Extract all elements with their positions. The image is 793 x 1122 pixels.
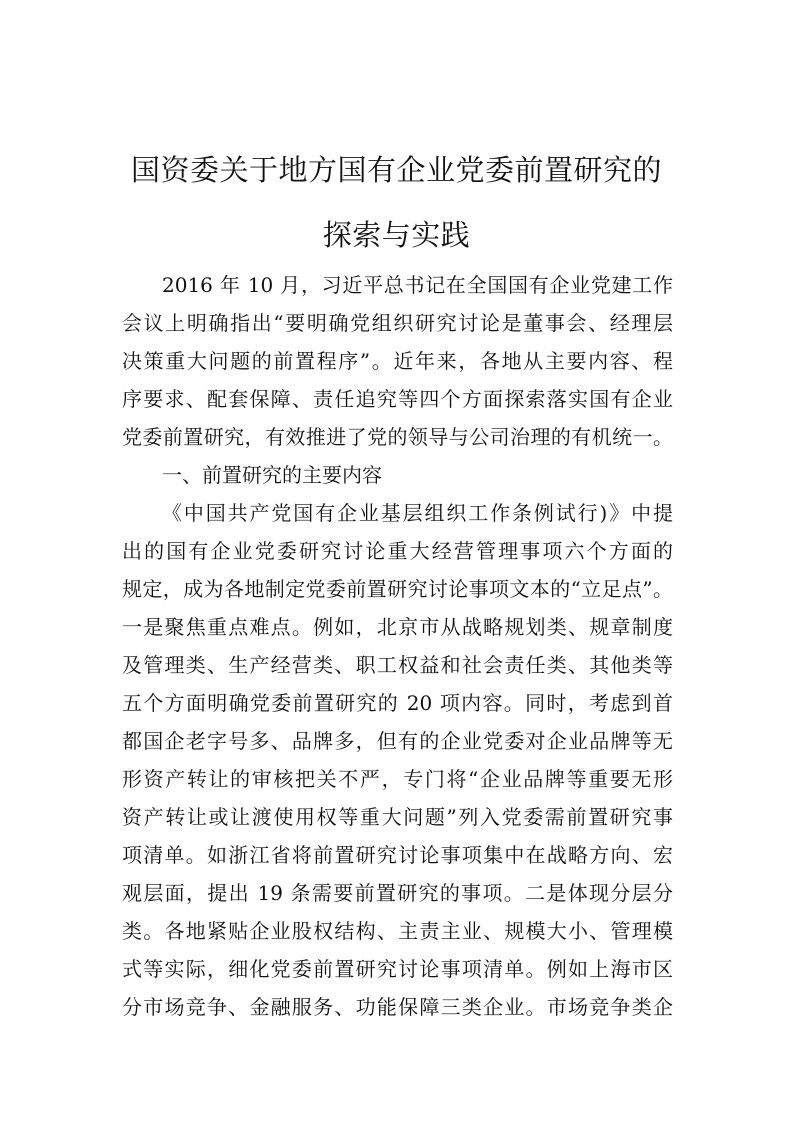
paragraph-1-line: 会议上明确指出“要明确党组织研究讨论是董事会、经理层 xyxy=(122,311,673,335)
paragraph-2-line: 式等实际，细化党委前置研究讨论事项清单。例如上海市区 xyxy=(122,957,673,981)
paragraph-1-line: 决策重大问题的前置程序”。近年来，各地从主要内容、程 xyxy=(122,349,673,373)
paragraph-2-line: 《中国共产党国有企业基层组织工作条例试行)》中提 xyxy=(162,501,673,525)
paragraph-2-line: 五个方面明确党委前置研究的 20 项内容。同时，考虑到首 xyxy=(122,691,673,715)
paragraph-2-line: 类。各地紧贴企业股权结构、主责主业、规模大小、管理模 xyxy=(122,919,673,943)
paragraph-2-line: 都国企老字号多、品牌多，但有的企业党委对企业品牌等无 xyxy=(122,729,673,753)
paragraph-2-line: 规定，成为各地制定党委前置研究讨论事项文本的“立足点”。 xyxy=(122,577,673,601)
paragraph-2-line: 形资产转让的审核把关不严，专门将“企业品牌等重要无形 xyxy=(122,767,673,791)
paragraph-2-line: 出的国有企业党委研究讨论重大经营管理事项六个方面的 xyxy=(122,539,673,563)
paragraph-2-line: 及管理类、生产经营类、职工权益和社会责任类、其他类等 xyxy=(122,653,673,677)
paragraph-2-line: 项清单。如浙江省将前置研究讨论事项集中在战略方向、宏 xyxy=(122,843,673,867)
paragraph-1-line: 序要求、配套保障、责任追究等四个方面探索落实国有企业 xyxy=(122,387,673,411)
paragraph-2-line: 观层面，提出 19 条需要前置研究的事项。二是体现分层分 xyxy=(122,881,673,905)
paragraph-2-line: 分市场竞争、金融服务、功能保障三类企业。市场竞争类企 xyxy=(122,995,673,1019)
paragraph-1-line: 党委前置研究，有效推进了党的领导与公司治理的有机统一。 xyxy=(122,425,673,449)
paragraph-2-line: 资产转让或让渡使用权等重大问题”列入党委需前置研究事 xyxy=(122,805,673,829)
paragraph-2-line: 一是聚焦重点难点。例如，北京市从战略规划类、规章制度 xyxy=(122,615,673,639)
paragraph-1-line: 2016 年 10 月，习近平总书记在全国国有企业党建工作 xyxy=(162,273,673,297)
document-title-line-1: 国资委关于地方国有企业党委前置研究的 xyxy=(130,153,662,187)
document-title-line-2: 探索与实践 xyxy=(322,218,471,252)
section-heading-1: 一、前置研究的主要内容 xyxy=(162,463,382,487)
